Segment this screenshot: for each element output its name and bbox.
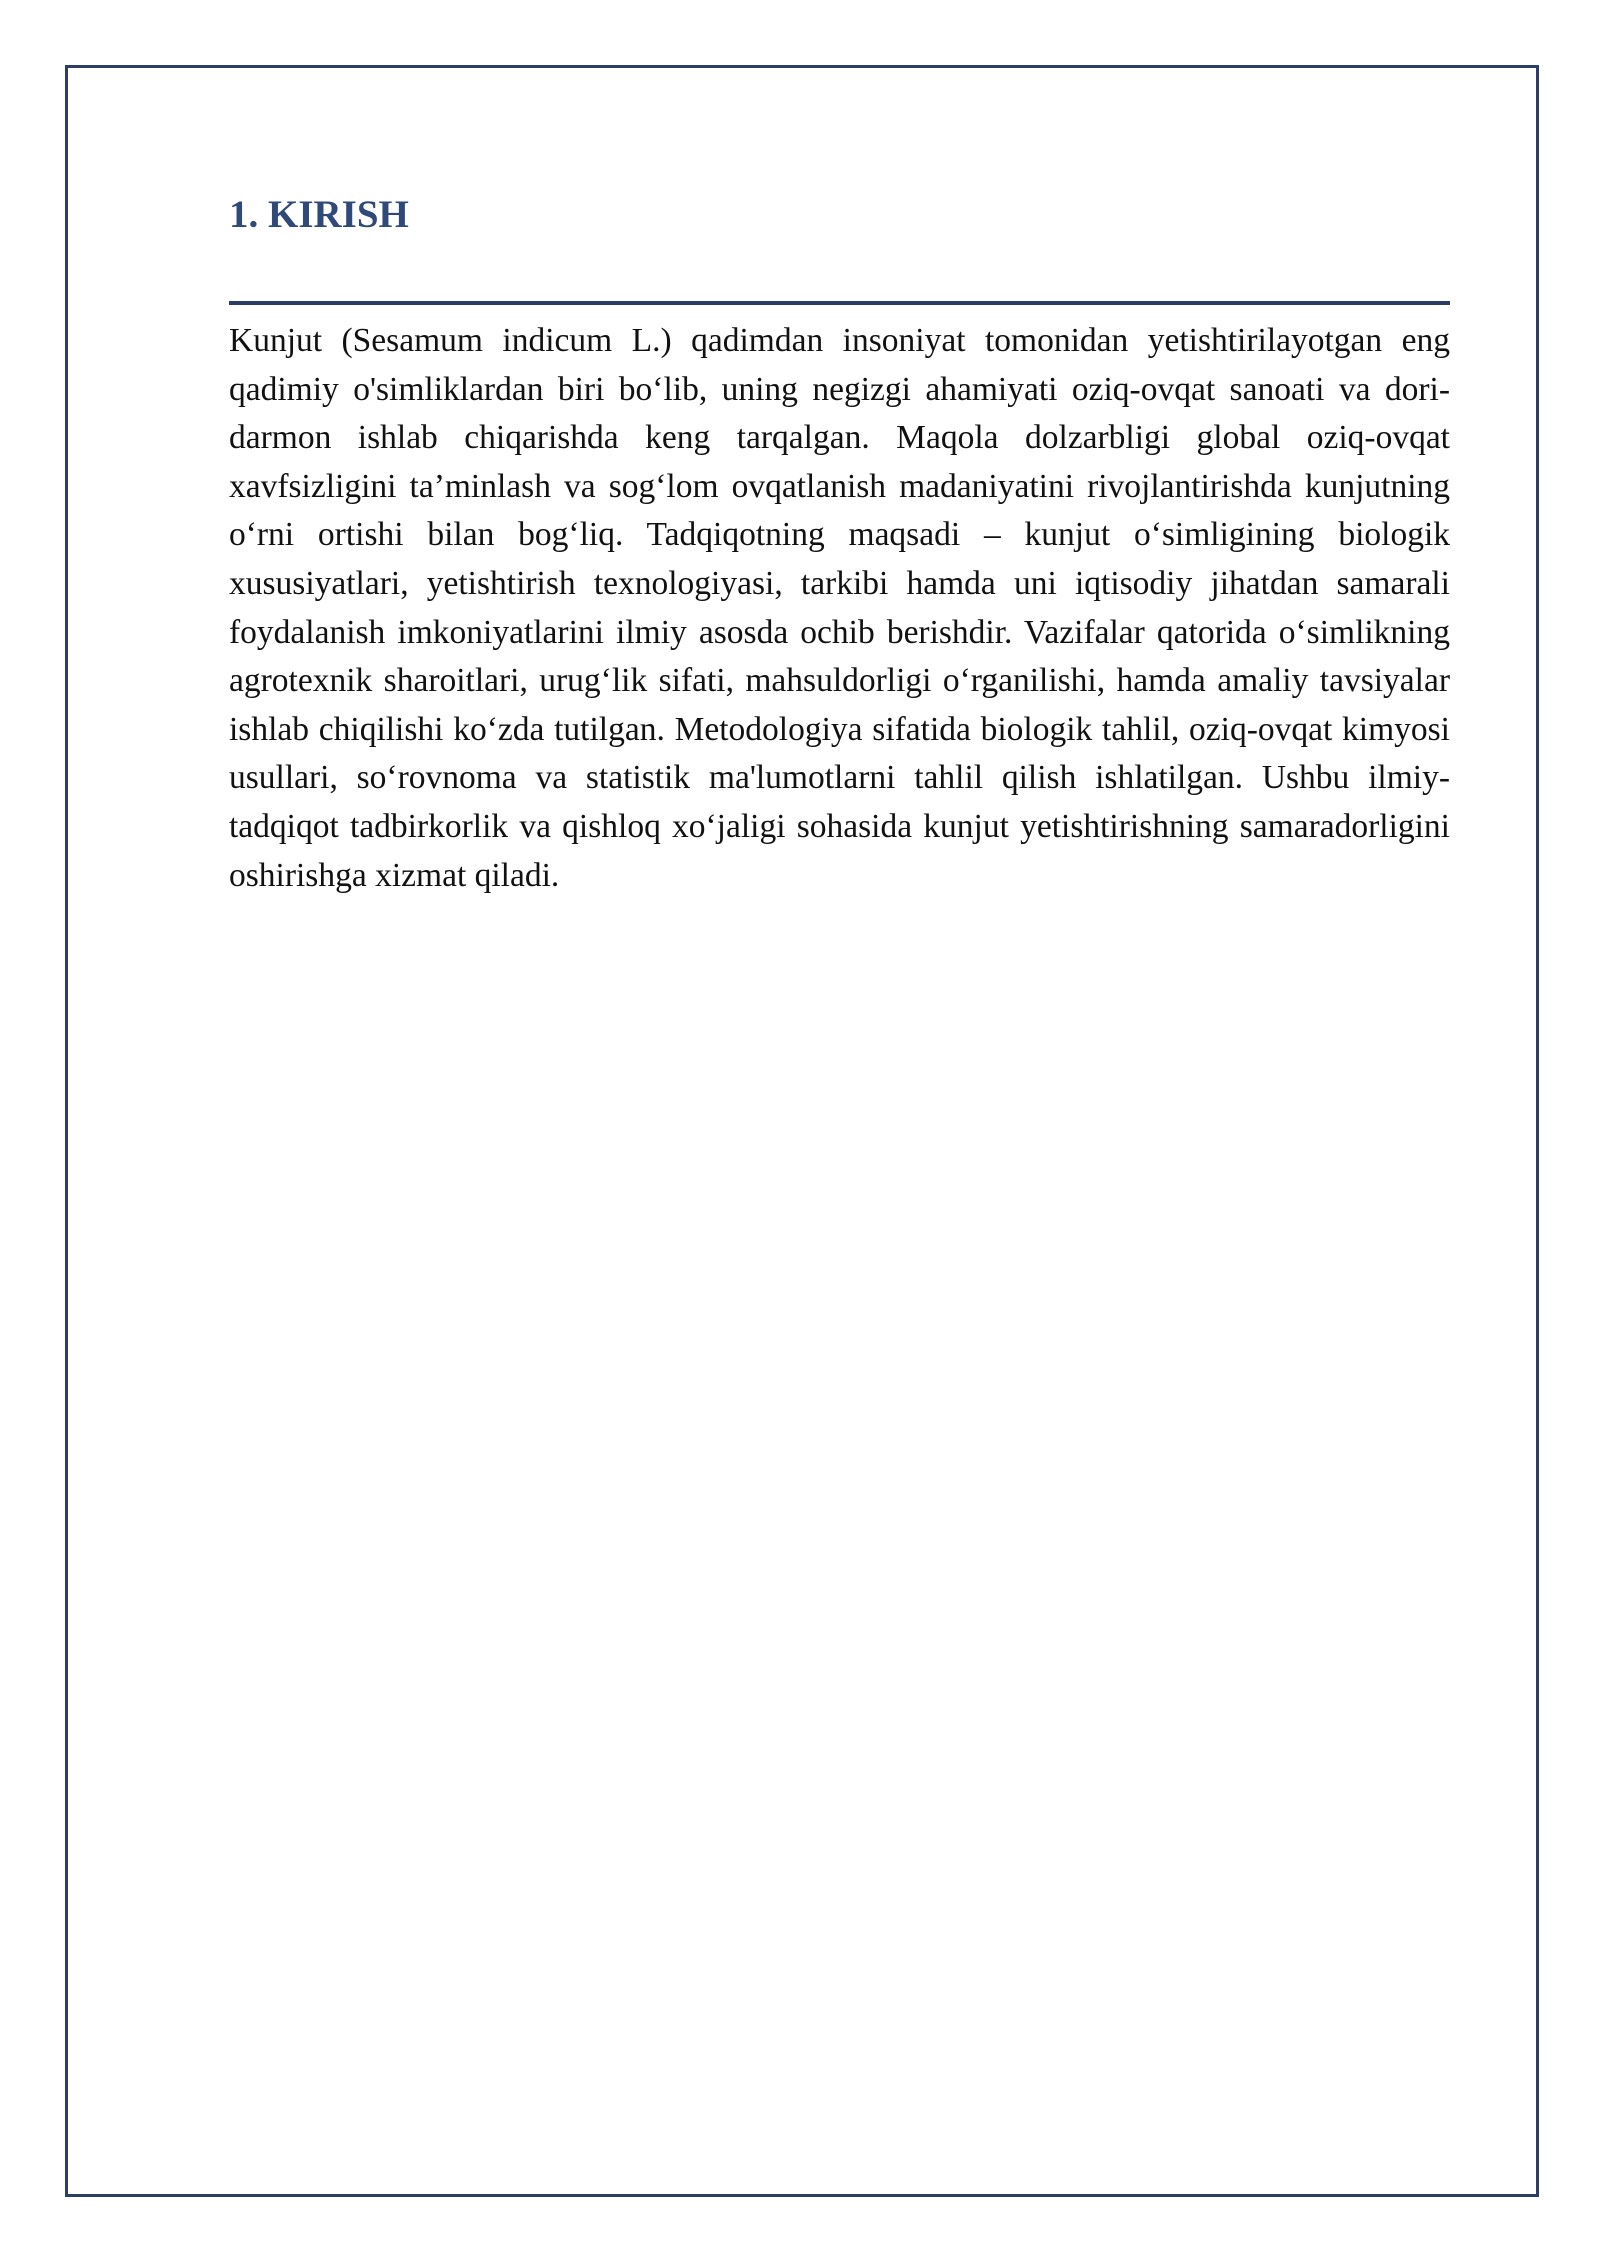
section-body-paragraph: Kunjut (Sesamum indicum L.) qadimdan insoniyat tomonidan yetishtirilayotgan eng qadimiy o'simliklardan biri bo‘lib, uning negizgi ahamiyati oziq-ovqat sanoati va dori-darmon ishlab chiqarishda keng tarqalgan. Maqola dolzarbligi global oziq-ovqat xavfsizligini ta’minlash va sog‘lom ovqatlanish madaniyatini rivojlantirishda kunjutning o‘rni ortishi bilan bog‘liq. Tadqiqotning maqsadi – kunjut o‘simligining biologik xususiyatlari, yetishtirish texnologiyasi, tarkibi hamda uni iqtisodiy jihatdan samarali foydalanish imkoniyatlarini ilmiy asosda ochib berishdir. Vazifalar qatorida o‘simlikning agrotexnik sharoitlari, urug‘lik sifati, mahsuldorligi o‘rganilishi, hamda amaliy tavsiyalar ishlab chiqilishi ko‘zda tutilgan. Metodologiya sifatida biologik tahlil, oziq-ovqat kimyosi usullari, so‘rovnoma va statistik ma'lumotlarni tahlil qilish ishlatilgan. Ushbu ilmiy-tadqiqot tadbirkorlik va qishloq xo‘jaligi sohasida kunjut yetishtirishning samaradorligini oshirishga xizmat qiladi. xyxy=(229,322,1450,894)
title-divider-rule xyxy=(229,301,1450,305)
section-title: 1. KIRISH xyxy=(229,193,409,236)
page-content xyxy=(229,185,1450,900)
